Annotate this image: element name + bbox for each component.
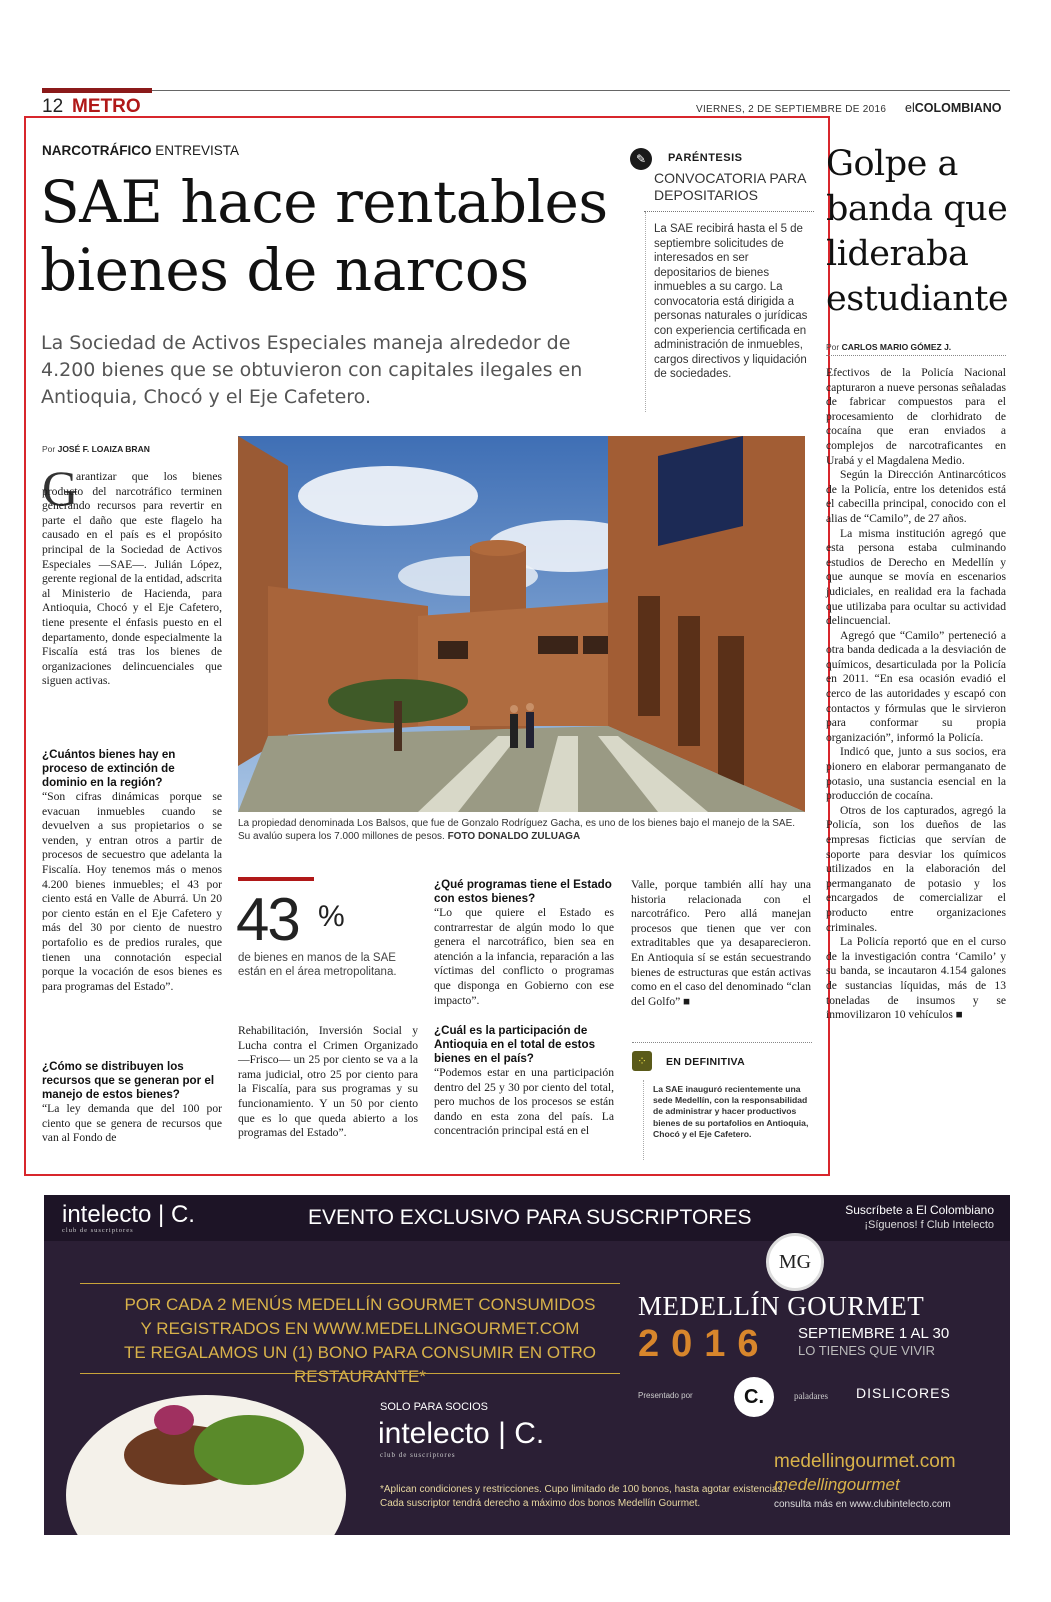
ad-offer-line: Y REGISTRADOS EN WWW.MEDELLINGOURMET.COM — [140, 1319, 580, 1338]
article-headline: SAE hace rentables bienes de narcos — [40, 168, 608, 304]
ad-offer — [80, 1293, 640, 1389]
ad-website-link[interactable]: medellingourmet.com — [774, 1451, 956, 1472]
ad-terms — [380, 1483, 800, 1511]
kicker-topic: NARCOTRÁFICO — [42, 143, 152, 158]
ad-offer-line: TE REGALAMOS UN (1) BONO PARA CONSUMIR EN OTRO RESTAURANTE* — [124, 1343, 596, 1386]
byline-name: JOSÉ F. LOAIZA BRAN — [57, 444, 150, 454]
definitiva-label: EN DEFINITIVA — [666, 1056, 745, 1068]
intro-text: arantizar que los bienes producto del narcotráfico terminen generando recursos para revertir en parte el daño que este flagelo ha causado en el país es el propósito principal de la Sociedad de Activos Especiales —SAE—. Julián López, gerente regional de la entidad, adscrita al Ministerio de Hacienda, para Antioquia, Chocó y el Eje Cafetero, tiene presente el énfasis puesto en el departamento, donde especialmente la Fiscalía está tras los bienes de organizaciones delincuenciales que siguen activas. — [42, 470, 222, 688]
event-tagline: LO TIENES QUE VIVIR — [798, 1343, 936, 1358]
sponsor-dislicores: DISLICORES — [856, 1385, 951, 1401]
section-accent-bar — [42, 88, 152, 93]
sidebar-paragraph: Otros de los capturados, agregó la Policía, son los dueños de las empresas ficticias que servían de soporte para desviar los químicos utilizados en la elaboración del permanganato de potasio y los encargados de comercializar el producto entre organizaciones criminales. — [826, 803, 1006, 934]
ad-offer-line: POR CADA 2 MENÚS MEDELLÍN GOURMET CONSUMIDOS — [124, 1295, 596, 1314]
ad-terms-line: *Aplican condiciones y restricciones. Cupo limitado de 100 bonos, hasta agotar existencias. — [380, 1484, 786, 1495]
ad-more-info-link[interactable]: consulta más en www.clubintelecto.com — [774, 1499, 951, 1510]
article-column-2: Rehabilitación, Inversión Social y Lucha contra el Crimen Organizado —Frisco— un 25 por ciento se va a la rama judicial, otro 25 por ciento para la Fiscalía, para sus programas y su funcionamiento. Y un 50 por ciento que es lo que queda abierto a los programas del Estado”. — [238, 1024, 418, 1140]
food-salad-image — [194, 1415, 304, 1485]
event-dates: SEPTIEMBRE 1 AL 30 — [798, 1325, 950, 1342]
sidebar-paragraph: La Policía reportó que en el curso de la investigación contra ‘Camilo’ y su banda, se incautaron 4.154 galones de sustancias líquidas, más de 13 toneladas de insumos y se inmovilizaron 10 vehículos ■ — [826, 935, 1006, 1022]
ad-subscribe-link[interactable]: Suscríbete a El Colombiano — [845, 1203, 994, 1217]
section-name: METRO — [72, 96, 141, 117]
sidebar-paragraph: Según la Dirección Antinarcóticos de la Policía, entre los detenidos está el cabecilla principal, conocido con el alias de “Camilo”, de 27 años. — [826, 468, 1006, 525]
members-only-label: SOLO PARA SOCIOS — [380, 1401, 488, 1413]
interview-answer: “La ley demanda que del 100 por ciento que se genera de recursos que van al Fondo de — [42, 1102, 222, 1145]
parentesis-body: La SAE recibirá hasta el 5 de septiembre solicitudes de interesados en ser depositarios de bienes inmuebles a su cargo. La convocatoria está dirigida a personas naturales o jurídicas con experiencia certificada en administración de inmuebles, cargos directivos y liquidación de sociedades. — [654, 223, 808, 380]
sidebar-body — [826, 366, 1006, 1023]
ad-logo-subtitle: club de suscriptores — [62, 1227, 134, 1234]
photo-credit: FOTO DONALDO ZULUAGA — [447, 831, 581, 842]
interview-answer: “Lo que quiere el Estado es contrarrestar de algún modo lo que genera el narcotráfico, bien sea en atención a la infancia, reparación a las víctimas del conflicto o programas que disponga en Gobierno con ese impacto”. — [434, 906, 614, 1007]
sidebar-paragraph: Efectivos de la Policía Nacional capturaron a nueve personas señaladas de fabricar compuestos para el procesamiento de clorhidrato de cocaína que eran enviados a complejos de narcotraficantes en Urabá y el Magdalena Medio. — [826, 366, 1006, 467]
ad-offer-rule-bottom — [80, 1373, 620, 1374]
page-number: 12 — [42, 96, 64, 117]
stat-number: 43 — [236, 886, 299, 953]
byline-name: CARLOS MARIO GÓMEZ J. — [841, 342, 952, 352]
stat-description: de bienes en manos de la SAE están en el área metropolitana. — [238, 952, 397, 978]
interview-answer: “Podemos estar en una participación dentro del 25 y 30 por ciento del total, pero muchos de los procesos se están dando en esta zona del país. La concentración principal está en el — [434, 1066, 614, 1138]
kicker-type: ENTREVISTA — [151, 143, 240, 158]
ad-logo: intelecto | C. — [62, 1201, 195, 1228]
newspaper-name — [905, 101, 1002, 115]
ad-logo-secondary: intelecto | C. — [378, 1417, 545, 1450]
presented-by-label: Presentado por — [638, 1391, 693, 1400]
header-rule — [42, 90, 1010, 91]
advertisement[interactable] — [44, 1195, 1010, 1535]
drop-cap: G — [42, 460, 79, 516]
interview-answer: “Son cifras dinámicas porque se evacuan inmuebles cuando se devuelven a sus propietarios o se venden, y entran otros a partir de procesos de secuestro que adelanta la Fiscalía. Hoy tenemos más o menos 4.200 bienes inmuebles; el 43 por ciento está en Valle de Aburrá. Un 20 por ciento están en el Eje Cafetero y más del 30 por ciento de nuestro portafolio es de predios rurales, que tienen una connotación especial porque la vocación de esos bienes es para programas del Estado”. — [42, 790, 222, 993]
interview-question: ¿Qué programas tiene el Estado con estos bienes? — [434, 878, 612, 905]
dice-icon: ⁘ — [632, 1051, 652, 1071]
ad-logo-secondary-subtitle: club de suscriptores — [380, 1451, 456, 1459]
event-name: MEDELLÍN GOURMET — [638, 1291, 925, 1321]
issue-date: VIERNES, 2 DE SEPTIEMBRE DE 2016 — [696, 104, 887, 115]
parentesis-title: CONVOCATORIA PARA DEPOSITARIOS — [654, 170, 806, 203]
medellin-gourmet-logo: MG — [766, 1233, 824, 1291]
sidebar-paragraph: Agregó que “Camilo” perteneció a otra banda dedicada a la desviación de químicos, desarticulada por la Policía en 2011. “En esa ocasión evadió el cerco de las autoridades y escapó con contactos y fórmulas que le sirvieron para conformar su propia organización”, informó la Policía. — [826, 628, 1006, 744]
stat-unit: % — [318, 900, 345, 933]
parentesis-label: PARÉNTESIS — [668, 152, 743, 164]
sidebar-rule — [826, 355, 1006, 356]
caption-text: La propiedad denominada Los Balsos, que fue de Gonzalo Rodríguez Gacha, es uno de los bienes bajo el manejo de la SAE. Su avalúo supera los 7.000 millones de pesos. — [238, 818, 796, 842]
ad-offer-rule-top — [80, 1283, 620, 1284]
sidebar-paragraph: La misma institución agregó que esta persona estaba culminando estudios de Derecho en Medellín y que aunque se movía en escenarios judiciales, en realidad era la fachada que utilizaba para ocultar su actividad delincuencial. — [826, 526, 1006, 628]
paper-prefix: el — [905, 101, 915, 115]
el-colombiano-logo: C. — [734, 1377, 774, 1417]
ad-follow-link[interactable]: ¡Síguenos! f Club Intelecto — [864, 1219, 994, 1231]
sidebar-paragraph: Indicó que, junto a sus socios, era pionero en elaborar permanganato de potasio, una sustancia esencial en la producción de cocaína. — [826, 745, 1006, 803]
byline-prefix: Por — [42, 444, 58, 454]
interview-question: ¿Cuál es la participación de Antioquia en el total de estos bienes en el país? — [434, 1024, 596, 1065]
highlight-frame — [24, 116, 830, 1176]
article-deck: La Sociedad de Activos Especiales maneja alrededor de 4.200 bienes que se obtuvieron con capitales ilegales en Antioquia, Chocó y el Eje Cafetero. — [41, 332, 583, 408]
event-year: 2016 — [638, 1323, 771, 1365]
interview-question: ¿Cómo se distribuyen los recursos que se generan por el manejo de estos bienes? — [42, 1060, 215, 1101]
sponsor-paladares: paladares — [794, 1391, 828, 1401]
definitiva-body: La SAE inauguró recientemente una sede Medellín, con la responsabilidad de administrar y hacer productivos bienes de su portafolios en Antioquia, Chocó y el Eje Cafetero. — [653, 1084, 809, 1139]
ad-social-handle[interactable]: medellingourmet — [774, 1475, 900, 1494]
sidebar-headline: Golpe a banda que lideraba estudiante — [826, 144, 1009, 319]
food-onion-image — [154, 1405, 194, 1435]
pin-icon: ✎ — [630, 148, 652, 170]
paper-title: COLOMBIANO — [914, 101, 1002, 115]
byline-prefix: Por — [826, 342, 842, 352]
article-column-4: Valle, porque también allí hay una historia relacionada con el narcotráfico. Pero allá manejan procesos que tienen que ver con extraditables que ya desaparecieron. En Antioquia sí se están secuestrando bienes de estructuras que están activas como en el caso del denominado “clan del Golfo” ■ — [631, 878, 811, 1008]
sidebar-byline — [826, 342, 951, 352]
interview-question: ¿Cuántos bienes hay en proceso de extinción de dominio en la región? — [42, 748, 176, 789]
ad-event-title: EVENTO EXCLUSIVO PARA SUSCRIPTORES — [308, 1206, 752, 1229]
ad-terms-line: Cada suscriptor tendrá derecho a máximo dos bonos Medellín Gourmet. — [380, 1498, 701, 1509]
